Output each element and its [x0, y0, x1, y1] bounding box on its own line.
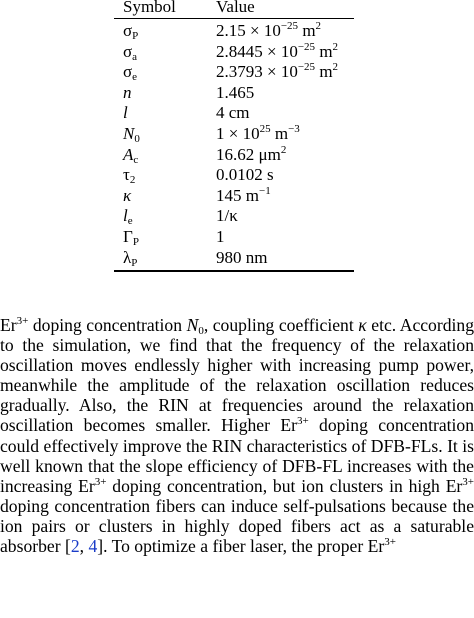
table-cell-value [216, 20, 321, 42]
text-run: , [79, 536, 89, 557]
symbol-text: λ [123, 247, 132, 267]
value-exponent: −1 [258, 184, 271, 197]
symbol-subscript: P [132, 30, 139, 42]
symbol-subscript: e [127, 215, 133, 228]
value-exponent: 2 [280, 143, 287, 156]
value-text: 980 nm [216, 247, 268, 267]
value-text: 1.465 [216, 82, 255, 102]
value-text: 2.3793 × 10 [216, 62, 298, 82]
unit-exponent: 2 [332, 40, 339, 53]
value-exponent: −25 [297, 40, 316, 53]
text-run: doping concentration fibers can induce self-pulsations because the ion pairs or clusters in highly doped fibers act as a saturable absorber [ [0, 495, 474, 557]
value-exponent: −25 [280, 20, 299, 32]
symbol-subscript: a [132, 50, 138, 63]
table-cell-value [216, 61, 338, 83]
value-unit: m [298, 21, 316, 40]
symbol-text: Γ [123, 227, 133, 246]
er-ion-charge: 3+ [384, 536, 396, 549]
unit-exponent: 2 [315, 20, 322, 32]
value-text: 1 × 10 [216, 124, 260, 143]
symbol-text: σ [123, 62, 133, 82]
symbol-subscript: c [133, 153, 139, 166]
text-run: , coupling coefficient [203, 315, 359, 335]
table-cell-symbol [123, 41, 137, 63]
value-text: 2.8445 × 10 [216, 41, 298, 61]
symbol-subscript: 0 [134, 133, 140, 145]
er-ion-label: Er [78, 475, 95, 496]
table-cell-value [216, 123, 300, 145]
symbol-text: N [123, 124, 135, 143]
symbol-subscript: P [131, 256, 138, 269]
table-header-rule [114, 18, 354, 19]
table-cell-symbol [123, 20, 138, 42]
table-cell-value [216, 82, 254, 104]
value-exponent: −25 [297, 61, 316, 74]
table-cell-symbol [123, 226, 139, 248]
value-unit: m [315, 62, 333, 82]
symbol-text: A [123, 144, 134, 164]
value-text: 4 cm [216, 103, 250, 123]
er-ion-charge: 3+ [94, 475, 107, 488]
text-run: ]. To optimize a fiber laser, the proper [97, 536, 368, 557]
value-unit: m [270, 124, 289, 143]
er-ion-label: Er [280, 415, 297, 436]
er-ion-label: Er [445, 475, 463, 496]
er-ion-label: Er [0, 315, 17, 335]
symbol-text: n [123, 82, 132, 102]
n0-symbol: N [186, 315, 199, 335]
unit-exponent: −3 [288, 123, 300, 135]
value-text: 1 [216, 227, 225, 246]
symbol-text: σ [123, 41, 133, 61]
er-ion-label: Er [367, 536, 385, 557]
table-cell-symbol [123, 82, 132, 104]
table-cell-symbol [123, 205, 133, 227]
table-cell-symbol [123, 144, 138, 166]
table-cell-symbol [123, 164, 135, 186]
kappa-symbol: κ [358, 315, 367, 335]
er-ion-charge: 3+ [16, 315, 29, 327]
table-bottom-rule [114, 270, 354, 272]
table-cell-value [216, 102, 250, 124]
text-run: doping concentration, but ion clusters in high [106, 475, 446, 496]
table-cell-value [216, 226, 225, 248]
symbol-subscript: e [132, 71, 138, 84]
table-cell-symbol [123, 61, 137, 83]
symbol-text: l [123, 103, 128, 123]
text-run: etc. According to the simulation, we find that the frequency of the relaxation oscillation moves endlessly higher with increasing pump power, meanwhile the amplitude of the relaxation oscillation reduces gradually. Also, the RIN at frequencies around the relaxation oscillation becomes smaller. Higher [0, 315, 474, 436]
table-cell-symbol [123, 123, 140, 145]
text-run: doping concentration could effectively improve the RIN characteristics of DFB-FLs. It is well known that the slope efficiency of DFB-FL increases with the increasing [0, 415, 474, 496]
table-cell-value [216, 144, 286, 166]
symbol-text: κ [123, 185, 132, 205]
unit-exponent: 2 [332, 61, 339, 74]
citation-link-2[interactable]: 2 [70, 536, 80, 557]
er-ion-charge: 3+ [462, 475, 474, 488]
n0-subscript: 0 [198, 325, 204, 337]
value-unit: m [315, 41, 333, 61]
symbol-subscript: 2 [129, 174, 136, 187]
table-cell-value [216, 247, 267, 269]
value-text: 145 m [216, 185, 259, 205]
symbol-text: τ [123, 165, 130, 185]
value-text: 0.0102 s [216, 165, 274, 185]
table-cell-symbol [123, 102, 128, 124]
body-paragraph [0, 315, 474, 556]
text-run: doping concentration [28, 315, 187, 335]
symbol-subscript: P [132, 236, 139, 248]
citation-link-4[interactable]: 4 [88, 536, 98, 557]
value-text: 16.62 μm [216, 144, 281, 164]
table-cell-value [216, 164, 274, 186]
table-cell-value [216, 205, 238, 227]
table-cell-symbol [123, 247, 137, 269]
symbol-text: l [123, 206, 128, 226]
symbol-text: σ [123, 21, 133, 40]
table-cell-value [216, 41, 338, 63]
value-text: 2.15 × 10 [216, 21, 281, 40]
table-cell-value [216, 185, 271, 207]
table-header-symbol: Symbol [123, 0, 176, 16]
er-ion-charge: 3+ [296, 415, 309, 428]
table-cell-symbol [123, 185, 131, 207]
value-text: 1/κ [216, 206, 238, 226]
table-header-value: Value [216, 0, 255, 16]
value-exponent: 25 [259, 123, 271, 135]
